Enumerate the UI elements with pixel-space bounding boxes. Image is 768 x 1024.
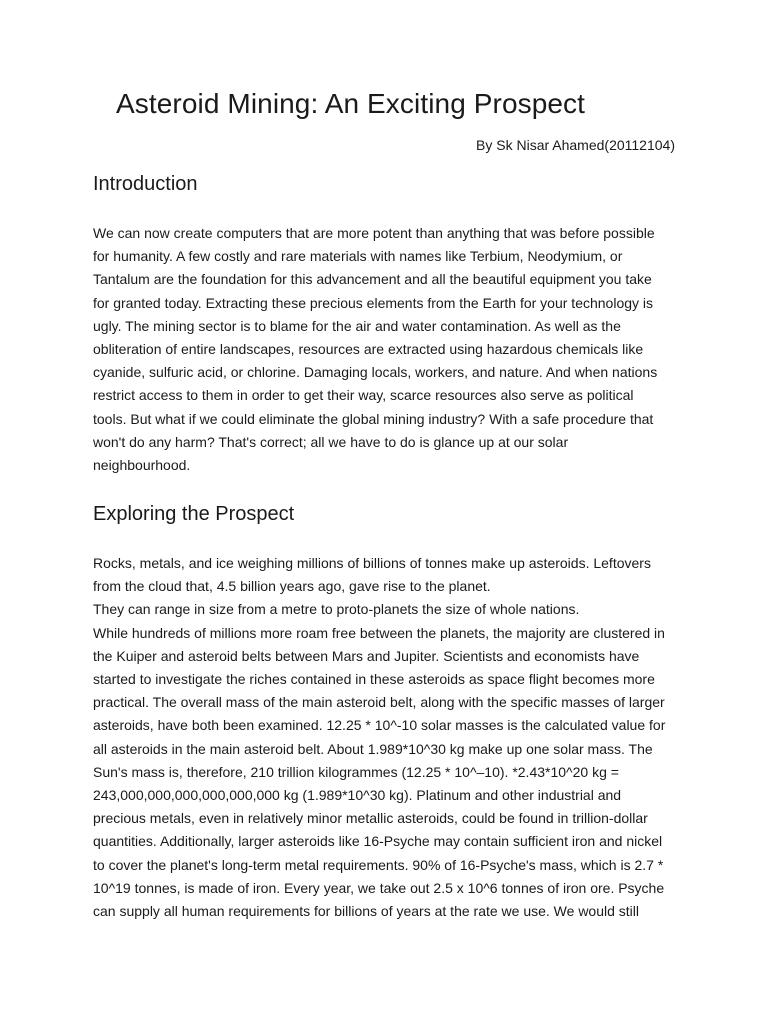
text-line: asteroids, have both been examined. 12.25 * 10^-10 solar masses is the calculated value for	[93, 717, 666, 734]
text-line: practical. The overall mass of the main asteroid belt, along with the specific masses of larger	[93, 694, 665, 711]
text-line: quantities. Additionally, larger asteroids like 16-Psyche may contain sufficient iron and nickel	[93, 833, 663, 850]
text-line: cyanide, sulfuric acid, or chlorine. Damaging locals, workers, and nature. And when nations	[93, 364, 658, 381]
text-line: 10^19 tonnes, is made of iron. Every year, we take out 2.5 x 10^6 tonnes of iron ore. Psyche	[93, 879, 665, 896]
text-line: won't do any harm? That's correct; all we have to do is glance up at our solar	[93, 433, 569, 450]
text-line: tools. But what if we could eliminate the global mining industry? With a safe procedure that	[93, 410, 654, 427]
text-line: for humanity. A few costly and rare materials with names like Terbium, Neodymium, or	[93, 248, 623, 265]
text-line: can supply all human requirements for billions of years at the rate we use. We would still	[93, 903, 640, 920]
text-line: While hundreds of millions more roam free between the planets, the majority are clustered in	[93, 624, 665, 641]
text-line: obliteration of entire landscapes, resources are extracted using hazardous chemicals like	[93, 341, 644, 358]
section-body-exploring-the-prospect	[93, 552, 676, 924]
text-line: all asteroids in the main asteroid belt. About 1.989*10^30 kg make up one solar mass. The	[93, 740, 653, 757]
text-line: Tantalum are the foundation for this advancement and all the beautiful equipment you take	[93, 271, 652, 288]
text-line: started to investigate the riches contained in these asteroids as space flight becomes more	[93, 671, 655, 688]
section-heading-introduction: Introduction	[93, 173, 198, 195]
text-line: from the cloud that, 4.5 billion years ago, gave rise to the planet.	[93, 578, 491, 595]
section-body-introduction	[93, 222, 676, 477]
text-line: neighbourhood.	[93, 457, 191, 474]
text-line: Sun's mass is, therefore, 210 trillion kilogrammes (12.25 * 10^–10). *2.43*10^20 kg =	[93, 763, 619, 780]
text-line: precious metals, even in relatively minor metallic asteroids, could be found in trillion-dollar	[93, 810, 648, 827]
section-heading-exploring-the-prospect: Exploring the Prospect	[93, 503, 295, 525]
text-line: restrict access to them in order to get their way, scarce resources also serve as political	[93, 387, 634, 404]
author-byline: By Sk Nisar Ahamed(20112104)	[476, 137, 675, 153]
text-line: 243,000,000,000,000,000,000 kg (1.989*10^30 kg). Platinum and other industrial and	[93, 787, 622, 804]
document-title: Asteroid Mining: An Exciting Prospect	[116, 88, 586, 119]
text-line: to cover the planet's long-term metal requirements. 90% of 16-Psyche's mass, which is 2.7 *	[93, 856, 664, 873]
text-line: We can now create computers that are more potent than anything that was before possible	[93, 225, 655, 241]
text-line: for granted today. Extracting these precious elements from the Earth for your technology is	[93, 294, 654, 311]
text-line: ugly. The mining sector is to blame for the air and water contamination. As well as the	[93, 317, 621, 334]
text-line: They can range in size from a metre to proto-planets the size of whole nations.	[93, 601, 580, 618]
text-line: the Kuiper and asteroid belts between Mars and Jupiter. Scientists and economists have	[93, 647, 640, 664]
text-line: Rocks, metals, and ice weighing millions of billions of tonnes make up asteroids. Leftovers	[93, 555, 651, 571]
